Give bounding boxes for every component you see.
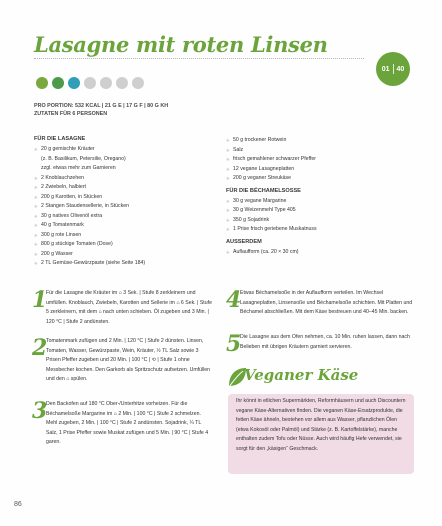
diet-icons [36, 77, 144, 89]
nut-free-icon [132, 77, 144, 89]
servings-line: ZUTATEN FÜR 6 PERSONEN [34, 111, 108, 117]
lactose-free-icon [68, 77, 80, 89]
nutrition-line: PRO PORTION: 532 KCAL | 21 G E | 17 G F | 80 G KH [34, 103, 169, 109]
ingredient-item: ✳ Auflaufform (ca. 20 × 30 cm) [226, 248, 406, 258]
recipe-title: Lasagne mit roten Linsen [34, 32, 328, 57]
ingredient-item: ✳ 200 g Wasser [34, 250, 204, 260]
vegetarian-icon [52, 77, 64, 89]
time-separator [393, 64, 394, 74]
step-number: 5 [226, 331, 242, 357]
ingredient-item: ✳ 350 g Sojadrink [226, 216, 406, 226]
ingredient-item: ✳ 200 g Karotten, in Stücken [34, 193, 204, 203]
ingredient-item: ✳ 30 g natives Olivenöl extra [34, 212, 204, 222]
ingredient-item: ✳ 20 g gemischte Kräuter [34, 145, 204, 155]
gluten-free-icon [84, 77, 96, 89]
ingredient-item: ✳ 2 Knoblauchzehen [34, 174, 204, 184]
tip-text: Ihr könnt in etlichen Supermärkten, Reformhäusern und auch Discountern vegane Käse-Alternativen finden. Die veganen Käse-Ersatzprodukte, die fetten Käse ähneln, bestehen vor allem aus Wasser, pflanzlichen Ölen (etwa Kokosöl oder Palmöl) und Stärke (z. B. Kartoffelstärke), manche enthalten zudem Tofu oder Nüsse. Auch wird häufig Hefe verwendet, sie sorgt für den „käsigen“ Geschmack. [236, 398, 406, 452]
page-number: 86 [14, 501, 22, 508]
ingredient-item: ✳ frisch gemahlener schwarzer Pfeffer [226, 155, 406, 165]
ingredient-item: ✳ 50 g trockener Rotwein [226, 136, 406, 146]
ingredient-item: ✳ Salz [226, 146, 406, 156]
ingredient-item: ✳ 12 vegane Lasagneplatten [226, 165, 406, 175]
ingredient-item: ✳ 40 g Tomatenmark [34, 221, 204, 231]
time-badge [376, 52, 410, 86]
lasagne-ingredient-list [34, 145, 204, 269]
bechamel-heading: FÜR DIE BÉCHAMELSOSSE [226, 187, 301, 194]
bechamel-ingredient-list [226, 197, 406, 235]
sugar-free-icon [100, 77, 112, 89]
lasagne-heading: FÜR DIE LASAGNE [34, 136, 86, 142]
ingredient-item: zzgl. etwas mehr zum Garnieren [41, 165, 116, 171]
more-ingredient-list [226, 136, 406, 184]
ingredient-item: (z. B. Basilikum, Petersilie, Oregano) [41, 155, 126, 162]
low-carb-icon [116, 77, 128, 89]
step-number: 3 [32, 398, 48, 424]
step-number: 1 [32, 287, 48, 313]
ingredient-item: ✳ 200 g veganer Streukäse [226, 174, 406, 184]
extra-ingredient-list [226, 248, 406, 258]
step-text: Für die Lasagne die Kräuter im ⌂ 3 Sek. | Stufe 8 zerkleinern und umfüllen. Knoblauch, Zwiebeln, Karotten und Sellerie im ⌂ 6 Sek. | Stufe 5 zerkleinern, mit dem ⌂ nach unten schieben. Öl zugeben und 3 Min. | 120 °C | Stufe 2 andünsten. [46, 290, 212, 325]
prep-time: 01 [381, 65, 390, 73]
ingredient-item: ✳ 1 Prise frisch geriebene Muskatnuss [226, 225, 406, 235]
step-text: Die Lasagne aus dem Ofen nehmen, ca. 10 Min. ruhen lassen, dann nach Belieben mit übrigen Kräutern garniert servieren. [240, 334, 410, 350]
total-time: 40 [396, 65, 405, 73]
step-text: Etwas Béchamelsoße in der Auflaufform verteilen. Im Wechsel Lasagneplatten, Linsensoße und Béchamelsoße schichten. Mit Platten und Béchamel abschließen. Mit dem Käse bestreuen und 40–45 Min. backen. [240, 290, 413, 315]
extra-heading: AUSSERDEM [226, 238, 262, 245]
nutrition-info [34, 102, 168, 118]
ingredient-item: ✳ 2 TL Gemüse-Gewürzpaste (siehe Seite 184) [34, 259, 204, 269]
ingredient-item: ✳ 800 g stückige Tomaten (Dose) [34, 240, 204, 250]
ingredient-item: ✳ 30 g Weizenmehl Type 405 [226, 206, 406, 216]
vegan-icon [36, 77, 48, 89]
ingredient-item: ✳ 2 Zwiebeln, halbiert [34, 183, 204, 193]
ingredients-left [34, 136, 204, 269]
step-text: Tomatenmark zufügen und 2 Min. | 120 °C | Stufe 2 dünsten. Linsen, Tomaten, Wasser, Gewürzpaste, Wein, Kräuter, ½ TL Salz sowie 3 Prisen Pfeffer zugeben und 20 Min. | 100 °C | ⟲ | Stufe 1 ohne Messbecher kochen. Den Garkorb als Spritzschutz aufsetzen. Umfüllen und den ⌂ spülen. [46, 338, 211, 382]
ingredient-item: ✳ 2 Stangen Staudensellerie, in Stücken [34, 202, 204, 212]
step-text: Den Backofen auf 180 °C Ober-/Unterhitze vorheizen. Für die Béchamelsoße Margarine im ⌂ 2 Min. | 100 °C | Stufe 2 schmelzen. Mehl zugeben, 2 Min. | 100 °C | Stufe 2 andünsten. Sojadrink, ¼ TL Salz, 1 Prise Pfeffer sowie Muskat zufügen und 5 Min. | 90 °C | Stufe 4 garen. [46, 401, 209, 445]
step-number: 4 [226, 287, 242, 313]
tip-title: Veganer Käse [244, 366, 359, 384]
ingredient-item: ✳ 30 g vegane Margarine [226, 197, 406, 207]
ingredient-item: ✳ 300 g rote Linsen [34, 231, 204, 241]
title-divider [34, 58, 364, 59]
step-number: 2 [32, 335, 48, 361]
ingredients-right [226, 136, 406, 257]
